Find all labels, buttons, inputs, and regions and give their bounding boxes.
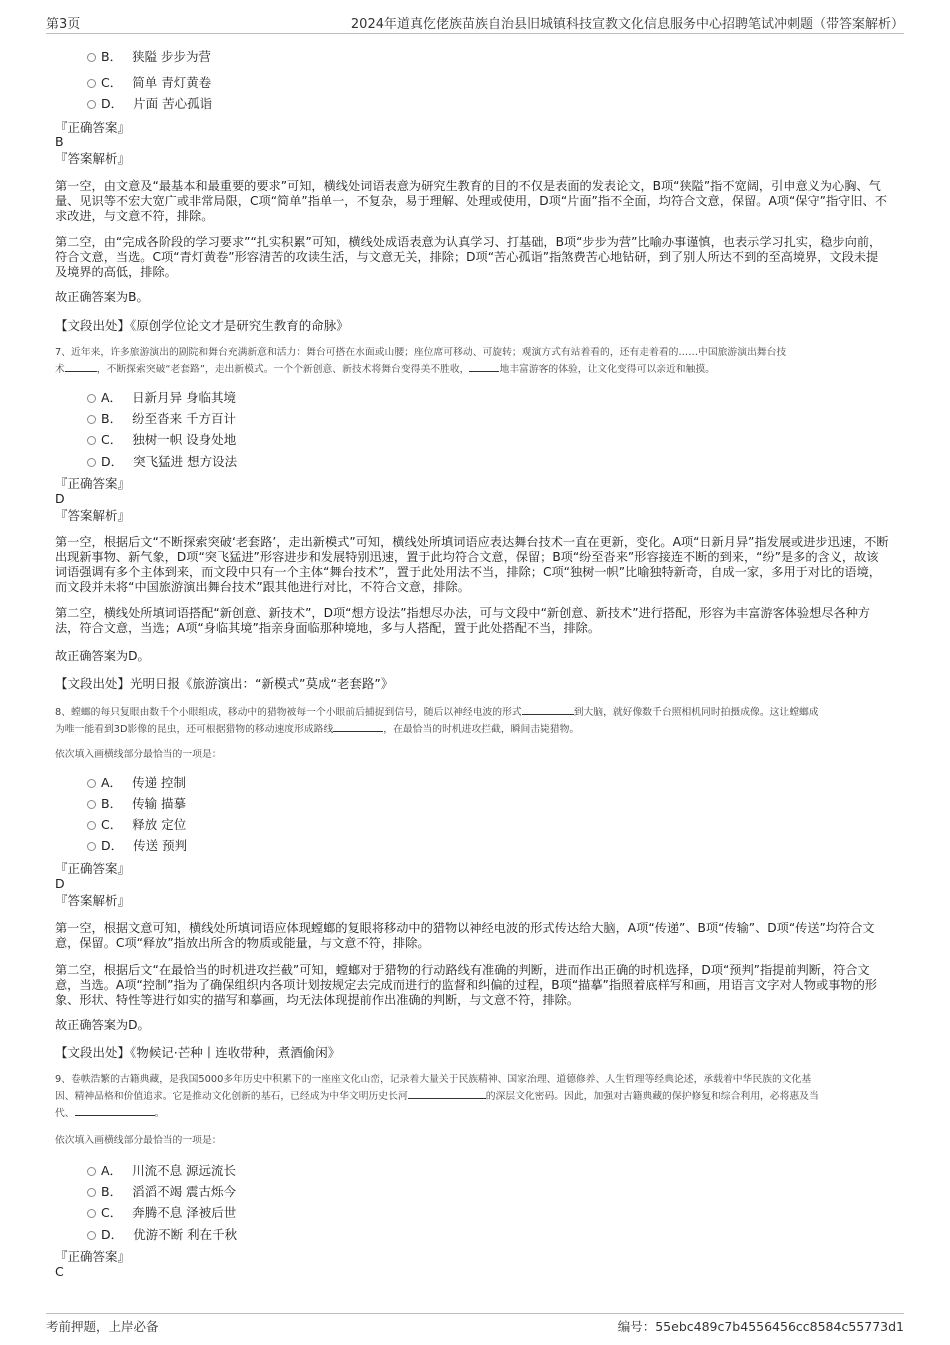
q7-option-c[interactable]: C． 独树一帜 设身处地 bbox=[55, 429, 236, 450]
radio-icon[interactable] bbox=[87, 800, 96, 809]
q7-analysis-label: 『答案解析』 bbox=[55, 508, 131, 523]
radio-icon[interactable] bbox=[87, 1209, 96, 1218]
q8-analysis-2: 第二空，根据后文“在最恰当的时机进攻拦截”可知，螳螂对于猎物的行动路线有准确的判断，进而作出正确的时机选择，D项“预判”指提前判断，符合文意，当选。A项“控制”指为了确保组织内各项计划按规定去完成而进行的监督和纠偏的过程，B项“描摹”指照着底样写和画，用语言文字对人物或事物的形象、形状、特性等进行如实的描写和摹画，均无法体现提前作出准确的判断，与文意不符，排除。 bbox=[55, 963, 877, 1007]
q6-analysis-label: 『答案解析』 bbox=[55, 151, 131, 166]
q6-option-b[interactable]: B． 狭隘 步步为营 bbox=[55, 46, 211, 67]
q8-conclusion: 故正确答案为D。 bbox=[55, 1018, 150, 1032]
q8-analysis-1: 第一空，根据文意可知，横线处所填词语应体现螳螂的复眼将移动中的猎物以神经电波的形式传达给大脑，A项“传递”、B项“传输”、D项“传送”均符合文意，保留。C项“释放”指放出所含的物质或能量，与文意不符，排除。 bbox=[55, 921, 875, 950]
q9-answer: C bbox=[55, 1264, 64, 1279]
fill-blank[interactable] bbox=[65, 360, 97, 372]
q9-answer-label: 『正确答案』 bbox=[55, 1249, 131, 1264]
q8-option-a[interactable]: A． 传递 控制 bbox=[55, 772, 186, 793]
q9-option-c[interactable]: C． 奔腾不息 泽被后世 bbox=[55, 1202, 236, 1223]
q9-option-d[interactable]: D． 优游不断 利在千秋 bbox=[55, 1224, 237, 1245]
radio-icon[interactable] bbox=[87, 458, 96, 467]
q6-answer: B bbox=[55, 134, 64, 149]
q9-option-a[interactable]: A． 川流不息 源远流长 bbox=[55, 1160, 236, 1181]
fill-blank[interactable] bbox=[408, 1087, 486, 1099]
radio-icon[interactable] bbox=[87, 1231, 96, 1240]
q6-option-c[interactable]: C． 简单 青灯黄卷 bbox=[55, 72, 211, 93]
page-header bbox=[46, 13, 904, 34]
q7-analysis-2: 第二空，横线处所填词语搭配“新创意、新技术”，D项“想方设法”指想尽办法，可与文段中“新创意、新技术”进行搭配，形容为丰富游客体验想尽各种方法，符合文意，当选；A项“身临其境”指亲身面临那种境地，多与人搭配，置于此处搭配不当，排除。 bbox=[55, 606, 871, 635]
fill-blank[interactable] bbox=[333, 720, 383, 732]
q7-option-d[interactable]: D． 突飞猛进 想方设法 bbox=[55, 451, 237, 472]
q6-analysis-1: 第一空，由文意及“最基本和最重要的要求”可知，横线处词语表意为研究生教育的目的不仅是表面的发表论文，B项“狭隘”指不宽阔，引申意义为心胸、气量、见识等不宏大宽广或非常局限，C项“简单”指单一，不复杂，易于理解、处理或使用，D项“片面”指不全面，均符合文意，保留。A项“保守”指守旧、不求改进，与文意不符，排除。 bbox=[55, 179, 887, 223]
q8-stem: 8、螳螂的每只复眼由数千个小眼组成，移动中的猎物被每一个小眼前后捕捉到信号，随后以神经电波的形式 到大脑，就好像数千台照相机同时拍摄成像。这让螳螂成 为唯一能看到3D影像的昆虫，还可根据猎物的移动速度形成路线 ，在最恰当的时机进攻拦截，瞬间击毙猎物。 bbox=[55, 703, 895, 737]
q7-option-a[interactable]: A． 日新月异 身临其境 bbox=[55, 387, 236, 408]
q9-stem: 9、卷帙浩繁的古籍典藏，是我国5000多年历史中积累下的一座座文化山峦，记录着大量关于民族精神、国家治理、道德修养、人生哲理等经典论述，承载着中华民族的文化基 因、精神品格和价值追求。它是推动文化创新的基石，已经成为中华文明历史长河 的深层文化密码。因此，加强对古籍典藏的保护修复和综合利用，必将惠及当 代、 。 bbox=[55, 1074, 819, 1119]
q7-analysis-1: 第一空，根据后文“不断探索突破‘老套路’，走出新模式”可知，横线处所填词语应表达舞台技术一直在更新，变化。A项“日新月异”指发展或进步迅速，不断出现新事物、新气象，D项“突飞猛进”形容进步和发展特别迅速，置于此均符合文意，保留；B项“纷至沓来”形容接连不断的到来，“纷”是多的含义，故该词语强调有多个主体到来，而文段中只有一个主体“舞台技术”，置于此处用法不当，排除；C项“独树一帜”比喻独特新奇，自成一家，多用于对比的语境，而文段并未将“中国旅游演出舞台技术”跟其他进行对比，不符合文意，排除。 bbox=[55, 535, 889, 594]
radio-icon[interactable] bbox=[87, 415, 96, 424]
q7-answer: D bbox=[55, 491, 65, 506]
q8-option-b[interactable]: B． 传输 描摹 bbox=[55, 793, 186, 814]
q6-source: 【文段出处】《原创学位论文才是研究生教育的命脉》 bbox=[55, 318, 349, 333]
q8-answer: D bbox=[55, 876, 65, 891]
q6-conclusion: 故正确答案为B。 bbox=[55, 290, 149, 304]
q8-analysis-label: 『答案解析』 bbox=[55, 893, 131, 908]
q7-source: 【文段出处】光明日报《旅游演出：“新模式”莫成“老套路”》 bbox=[55, 676, 394, 691]
page-number: 第3页 bbox=[46, 17, 81, 32]
q8-option-d[interactable]: D． 传送 预判 bbox=[55, 835, 187, 856]
q9-prompt: 依次填入画横线部分最恰当的一项是： bbox=[55, 1135, 222, 1146]
radio-icon[interactable] bbox=[87, 394, 96, 403]
q8-option-c[interactable]: C． 释放 定位 bbox=[55, 814, 186, 835]
q9-option-b[interactable]: B． 滔滔不竭 震古烁今 bbox=[55, 1181, 236, 1202]
radio-icon[interactable] bbox=[87, 436, 96, 445]
q7-option-b[interactable]: B． 纷至沓来 千方百计 bbox=[55, 408, 236, 429]
fill-blank[interactable] bbox=[75, 1104, 155, 1116]
document-title: 2024年道真仡佬族苗族自治县旧城镇科技宣教文化信息服务中心招聘笔试冲刺题（带答案解析） bbox=[350, 17, 904, 32]
radio-icon[interactable] bbox=[87, 53, 96, 62]
radio-icon[interactable] bbox=[87, 1188, 96, 1197]
fill-blank[interactable] bbox=[522, 703, 574, 715]
q8-source: 【文段出处】《物候记·芒种丨连收带种，煮酒偷闲》 bbox=[55, 1045, 341, 1060]
q6-answer-label: 『正确答案』 bbox=[55, 120, 131, 135]
document-id: 编号：55ebc489c7b4556456cc8584c55773d1 bbox=[617, 1319, 904, 1334]
radio-icon[interactable] bbox=[87, 100, 96, 109]
fill-blank[interactable] bbox=[469, 360, 499, 372]
radio-icon[interactable] bbox=[87, 79, 96, 88]
radio-icon[interactable] bbox=[87, 1167, 96, 1176]
page-footer bbox=[46, 1313, 904, 1334]
q8-prompt: 依次填入画横线部分最恰当的一项是： bbox=[55, 749, 222, 760]
footer-slogan: 考前押题，上岸必备 bbox=[46, 1319, 159, 1334]
q7-stem: 7、近年来，许多旅游演出的剧院和舞台充满新意和活力：舞台可搭在水面或山腰；座位席可移动、可旋转；观演方式有站着看的，还有走着看的……中国旅游演出舞台技 术 ，不断探索突破“老套路”，走出新模式。一个个新创意、新技术将舞台变得美不胜收， 地丰富游客的体验，让文化变得可以亲近和触摸。 bbox=[55, 347, 787, 375]
q7-answer-label: 『正确答案』 bbox=[55, 476, 131, 491]
radio-icon[interactable] bbox=[87, 842, 96, 851]
q7-conclusion: 故正确答案为D。 bbox=[55, 649, 150, 663]
q6-analysis-2: 第二空，由“完成各阶段的学习要求”“扎实积累”可知，横线处成语表意为认真学习、打基础，B项“步步为营”比喻办事谨慎，也表示学习扎实，稳步向前，符合文意，当选。C项“青灯黄卷”形容清苦的攻读生活，与文意无关，排除；D项“苦心孤诣”指煞费苦心地钻研，到了别人所达不到的至高境界，文段未提及境界的高低，排除。 bbox=[55, 235, 882, 279]
q6-option-d[interactable]: D． 片面 苦心孤诣 bbox=[55, 93, 212, 114]
radio-icon[interactable] bbox=[87, 821, 96, 830]
radio-icon[interactable] bbox=[87, 779, 96, 788]
q8-answer-label: 『正确答案』 bbox=[55, 861, 131, 876]
